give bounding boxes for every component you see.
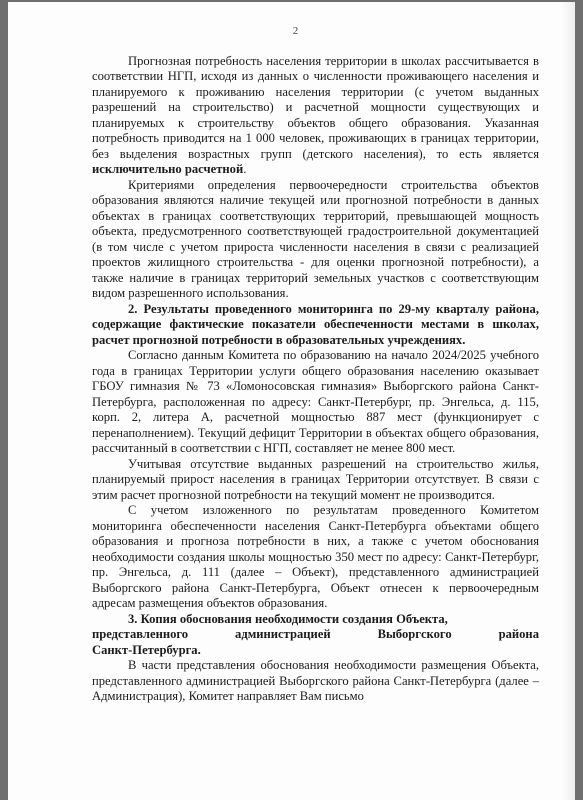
- heading-3-line-2: представленного администрацией Выборгского района: [92, 627, 539, 641]
- paragraph-forecast: [92, 54, 539, 178]
- section-heading-3: [92, 612, 539, 659]
- heading-3-line-1: 3. Копия обоснования необходимости создания Объекта,: [128, 611, 448, 626]
- page-edge-shadow: [561, 2, 575, 800]
- section-heading-2: 2. Результаты проведенного мониторинга по 29-му кварталу района, содержащие фактические показатели обеспеченности местами в школах, расчет прогнозной потребности в образовательных учреждениях.: [92, 301, 539, 347]
- heading-3-line-3: Санкт-Петербурга.: [92, 642, 201, 657]
- paragraph-last: В части представления обоснования необходимости размещения Объекта, представленного администрацией Выборгского района Санкт-Петербурга (далее – Администрация), Комитет направляет Вам письмо: [92, 658, 539, 703]
- paragraph-conclusion: С учетом изложенного по результатам проведенного Комитетом мониторинга обеспеченности населения Санкт-Петербурга объектами общего образования и прогноза потребности в них, а также с учетом обоснования необходимости создания школы мощностью 350 мест по адресу: Санкт-Петербург, пр. Энгельса, д. 111 (далее – Объект), представленного администрацией Выборгского района Санкт-Петербурга, Объект отнесен к первоочередным адресам размещения объектов образования.: [92, 503, 539, 610]
- forecast-text: Прогнозная потребность населения территории в школах рассчитывается в соответствии НГП, исходя из данных о численности проживающего населения и планируемого к проживанию населения территории (с учетом выданных разрешений на строительство) и расчетной мощности существующих и планируемых к строительству объектов общего образования. Указанная потребность приводится на 1 000 человек, проживающих в границах территории, без выделения возрастных групп (детского населения), то есть является: [92, 53, 539, 161]
- forecast-emphasis: исключительно расчетной: [92, 162, 244, 176]
- document-page: [8, 2, 575, 800]
- paragraph-permits: Учитывая отсутствие выданных разрешений на строительство жилья, планируемый прирост населения в границах Территории отсутствует. В связи с этим расчет прогнозной потребности на текущий момент не производится.: [92, 456, 539, 502]
- forecast-end: .: [243, 162, 247, 176]
- page-number: 2: [292, 25, 299, 37]
- paragraph-criteria: Критериями определения первоочередности строительства объектов образования являются наличие текущей или прогнозной потребности в данных объектах в границах соответствующих территорий, превышающей мощность объекта, предусмотренного соответствующей градостроительной документацией (в том числе с учетом прироста численности населения в связи с реализацией проектов жилищного строительства - для оценки прогнозной потребности), а также наличие в границах территорий земельных участков с соответствующим видом разрешенного использования.: [92, 177, 539, 300]
- paragraph-committee-data: Согласно данным Комитета по образованию на начало 2024/2025 учебного года в границах Территории услуги общего образования населению оказывает ГБОУ гимназия № 73 «Ломоносовская гимназия» Выборгского района Санкт-Петербурга, расположенная по адресу: Санкт-Петербург, пр. Энгельса, д. 115, корп. 2, литера А, расчетной мощностью 887 мест (функционирует с перенаполнением). Текущий дефицит Территории в объектах общего образования, рассчитанный в соответствии с НГП, составляет не менее 800 мест.: [92, 348, 539, 455]
